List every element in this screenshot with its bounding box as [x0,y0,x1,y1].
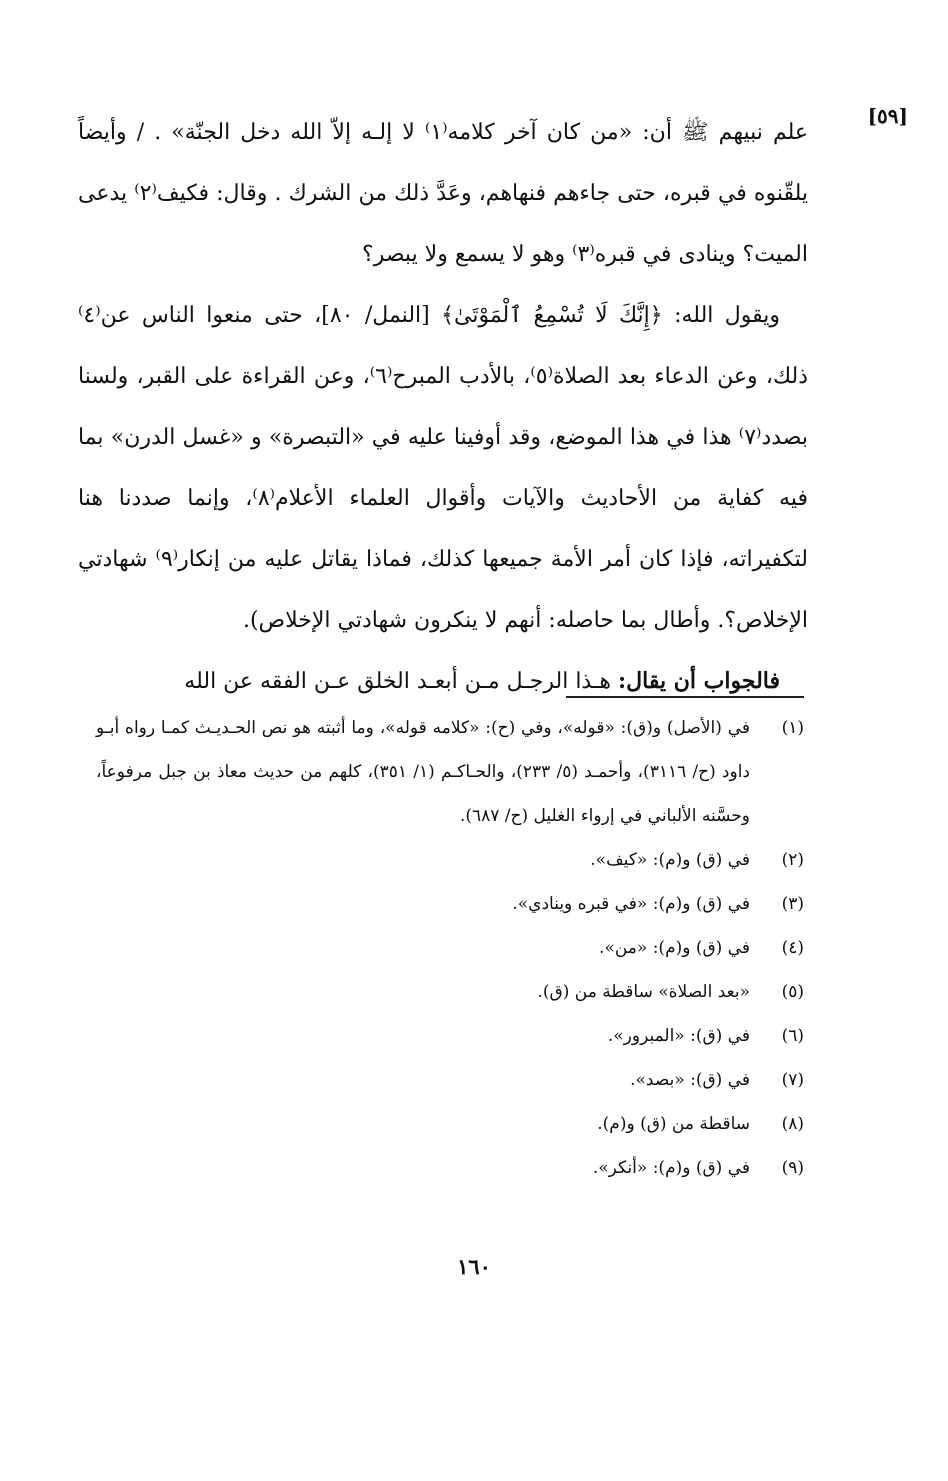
footnote-text: «بعد الصلاة» ساقطة من (ق). [537,982,750,1002]
footnote-item [96,970,804,1014]
footnote-item [96,1102,804,1146]
footnote-item [96,838,804,882]
footnote-item [96,1014,804,1058]
footnote-text: في (ق): «بصد». [630,1070,750,1090]
paragraph-3 [78,651,808,712]
footnote-item [96,882,804,926]
footnote-number: (٦) [781,1026,804,1046]
main-text [78,102,808,712]
original-page-marker: [٥٩] [867,104,908,128]
footnote-item [96,926,804,970]
footnote-text: في (ق) و(م): «أنكر». [592,1158,750,1178]
footnote-text: ساقطة من (ق) و(م). [597,1114,750,1134]
footnote-text: في (الأصل) و(ق): «قوله»، وفي (ح): «كلامه قوله»، وما أثبته هو نص الحـديـث كمـا رواه أبـو داود (ح/ ٣١١٦)، وأحمـد (٥/ ٢٣٣)، والحـاكـم (١/ ٣٥١)، كلهم من حديث معاذ بن جبل مرفوعاً، وحسَّنه الألباني في إرواء الغليل (ح/ ٦٨٧). [96,718,751,826]
paragraph-2: ويقول الله: ﴿إِنَّكَ لَا تُسْمِعُ ٱلْمَوْتَىٰ﴾ [النمل/ ٨٠]، حتى منعوا الناس عن⁽٤⁾ ذلك، وعن الدعاء بعد الصلاة⁽٥⁾، بالأدب المبرح⁽٦⁾، وعن القراءة على القبر، ولسنا بصدد⁽٧⁾ هذا في هذا الموضع، وقد أوفينا عليه في «التبصرة» و «غسل الدرن» بما فيه كفاية من الأحاديث والآيات وأقوال العلماء الأعلام⁽٨⁾، وإنما صددنا هنا لتكفيراته، فإذا كان أمر الأمة جميعها كذلك، فماذا يقاتل عليه من إنكار⁽٩⁾ شهادتي الإخلاص؟. وأطال بما حاصله: أنهم لا ينكرون شهادتي الإخلاص). [78,303,809,633]
footnote-number: (٤) [781,938,804,958]
footnote-number: (٨) [781,1114,804,1134]
footnote-text: في (ق) و(م): «من». [599,938,750,958]
footnote-text: في (ق) و(م): «كيف». [590,850,750,870]
paragraph-1: علم نبيهم ﷺ أن: «من كان آخر كلامه⁽١⁾ لا إلـه إلاّ الله دخل الجنّة» . / وأيضاً يلقّنوه في قبره، حتى جاءهم فنهاهم، وعَدَّ ذلك من الشرك . وقال: فكيف⁽٢⁾ يدعى الميت؟ وينادى في قبره⁽٣⁾ وهو لا يسمع ولا يبصر؟ [78,120,808,267]
footnote-text: في (ق) و(م): «في قبره وينادي». [512,894,750,914]
footnote-item [96,706,804,838]
footnote-number: (٢) [781,850,804,870]
answer-text: هـذا الرجـل مـن أبعـد الخلق عـن الفقه عن الله [184,669,619,694]
footnote-item [96,1146,804,1190]
footnote-item [96,1058,804,1102]
footnote-separator [566,696,804,698]
page-number: ١٦٠ [457,1254,491,1279]
footnote-number: (٧) [781,1070,804,1090]
footnote-number: (٩) [781,1158,804,1178]
footnote-number: (٥) [781,982,804,1002]
footnotes [96,706,804,1190]
footnote-number: (١) [781,718,804,738]
footnote-number: (٣) [781,894,804,914]
footnote-text: في (ق): «المبرور». [607,1026,750,1046]
answer-lead: فالجواب أن يقال: [618,668,780,694]
